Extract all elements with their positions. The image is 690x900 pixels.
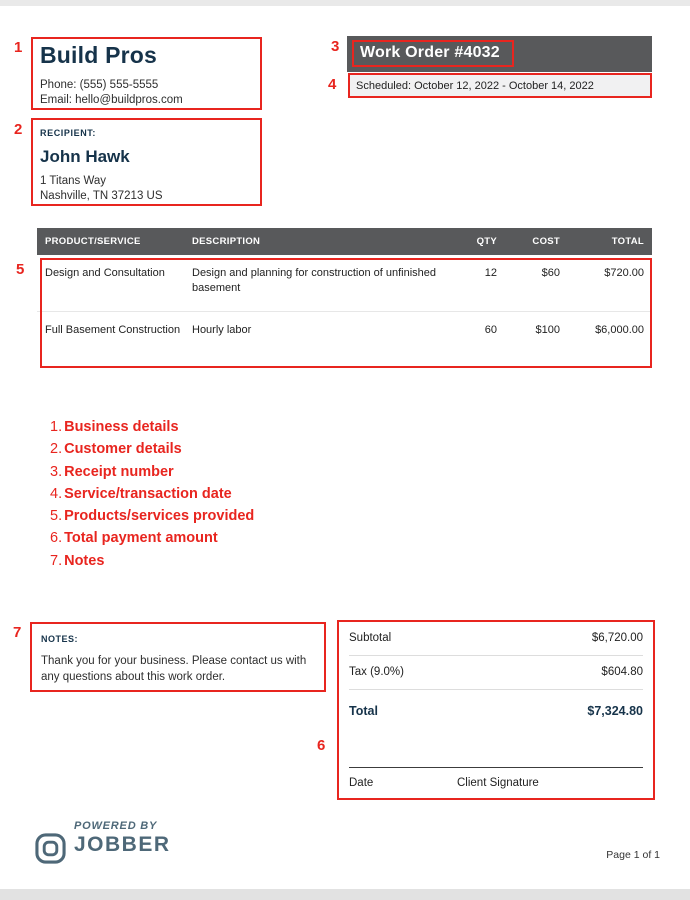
legend-item: 4. Service/transaction date bbox=[50, 485, 232, 502]
business-name: Build Pros bbox=[40, 42, 158, 68]
signature-row bbox=[349, 777, 645, 789]
cell-cost: $100 bbox=[535, 324, 560, 336]
annotation-number-3: 3 bbox=[331, 38, 340, 55]
annotation-box-line-items bbox=[40, 258, 652, 368]
notes-heading: NOTES: bbox=[41, 634, 79, 644]
powered-by-text: POWERED BY bbox=[74, 820, 158, 832]
cell-total: $720.00 bbox=[604, 267, 644, 279]
legend-item: 3. Receipt number bbox=[50, 463, 174, 480]
cell-total: $6,000.00 bbox=[595, 324, 644, 336]
date-label: Date bbox=[349, 777, 374, 789]
annotation-box-totals bbox=[337, 620, 655, 800]
page-bottom-margin bbox=[0, 889, 690, 900]
annotation-box-scheduled-date bbox=[348, 73, 652, 98]
col-header-qty: QTY bbox=[476, 236, 497, 247]
annotation-number-7: 7 bbox=[13, 624, 22, 641]
subtotal-label: Subtotal bbox=[349, 632, 392, 644]
cell-description: Hourly labor bbox=[192, 324, 252, 336]
col-header-cost: COST bbox=[532, 236, 560, 247]
legend-item: 6. Total payment amount bbox=[50, 530, 218, 547]
annotation-number-4: 4 bbox=[328, 76, 337, 93]
subtotal-row bbox=[339, 622, 653, 655]
cell-product: Design and Consultation bbox=[45, 267, 165, 279]
cell-product: Full Basement Construction bbox=[45, 324, 181, 336]
cell-qty: 60 bbox=[484, 324, 497, 336]
annotation-number-2: 2 bbox=[14, 121, 23, 138]
cell-cost: $60 bbox=[541, 267, 560, 279]
jobber-brand-text: JOBBER bbox=[74, 833, 171, 856]
legend-item: 5. Products/services provided bbox=[50, 508, 255, 525]
business-phone: Phone: (555) 555-5555 bbox=[40, 79, 159, 91]
business-email: Email: hello@buildpros.com bbox=[40, 94, 183, 106]
scheduled-date-text: Scheduled: October 12, 2022 - October 14, 2022 bbox=[356, 79, 594, 92]
cell-qty: 12 bbox=[484, 267, 497, 279]
page-top-margin bbox=[0, 0, 690, 6]
jobber-icon bbox=[35, 833, 66, 869]
work-order-title: Work Order #4032 bbox=[360, 44, 500, 61]
annotation-legend bbox=[50, 416, 254, 572]
page-indicator: Page 1 of 1 bbox=[606, 849, 660, 861]
col-header-total: TOTAL bbox=[611, 236, 644, 247]
annotation-number-6: 6 bbox=[317, 737, 326, 754]
col-header-product: PRODUCT/SERVICE bbox=[45, 236, 141, 247]
annotation-box-receipt-number bbox=[352, 40, 514, 67]
annotation-number-5: 5 bbox=[16, 261, 25, 278]
legend-item: 7. Notes bbox=[50, 552, 105, 569]
recipient-address-line1: 1 Titans Way bbox=[40, 175, 107, 187]
signature-line bbox=[349, 767, 643, 768]
jobber-logo bbox=[35, 820, 171, 866]
recipient-details bbox=[40, 128, 163, 204]
legend-item: 1. Business details bbox=[50, 419, 179, 435]
recipient-heading: RECIPIENT: bbox=[40, 128, 97, 138]
business-details bbox=[40, 42, 183, 108]
cell-description: Design and planning for construction of unfinished basement bbox=[192, 267, 436, 294]
tax-row bbox=[339, 656, 653, 689]
notes-body: Thank you for your business. Please contact us with any questions about this work order. bbox=[41, 655, 307, 683]
annotation-box-notes bbox=[30, 622, 326, 692]
recipient-address-line2: Nashville, TN 37213 US bbox=[40, 190, 163, 202]
legend-item: 2. Customer details bbox=[50, 441, 182, 458]
tax-value: $604.80 bbox=[601, 666, 643, 678]
total-row bbox=[339, 690, 653, 729]
annotation-number-1: 1 bbox=[14, 39, 23, 56]
client-signature-label: Client Signature bbox=[457, 777, 539, 789]
col-header-description: DESCRIPTION bbox=[192, 236, 261, 247]
recipient-name: John Hawk bbox=[40, 147, 130, 166]
subtotal-value: $6,720.00 bbox=[591, 632, 643, 644]
tax-label: Tax (9.0%) bbox=[349, 666, 404, 678]
total-value: $7,324.80 bbox=[587, 704, 643, 718]
work-order-title-bar bbox=[347, 36, 652, 72]
total-label: Total bbox=[349, 704, 378, 718]
table-header-row bbox=[37, 228, 652, 255]
